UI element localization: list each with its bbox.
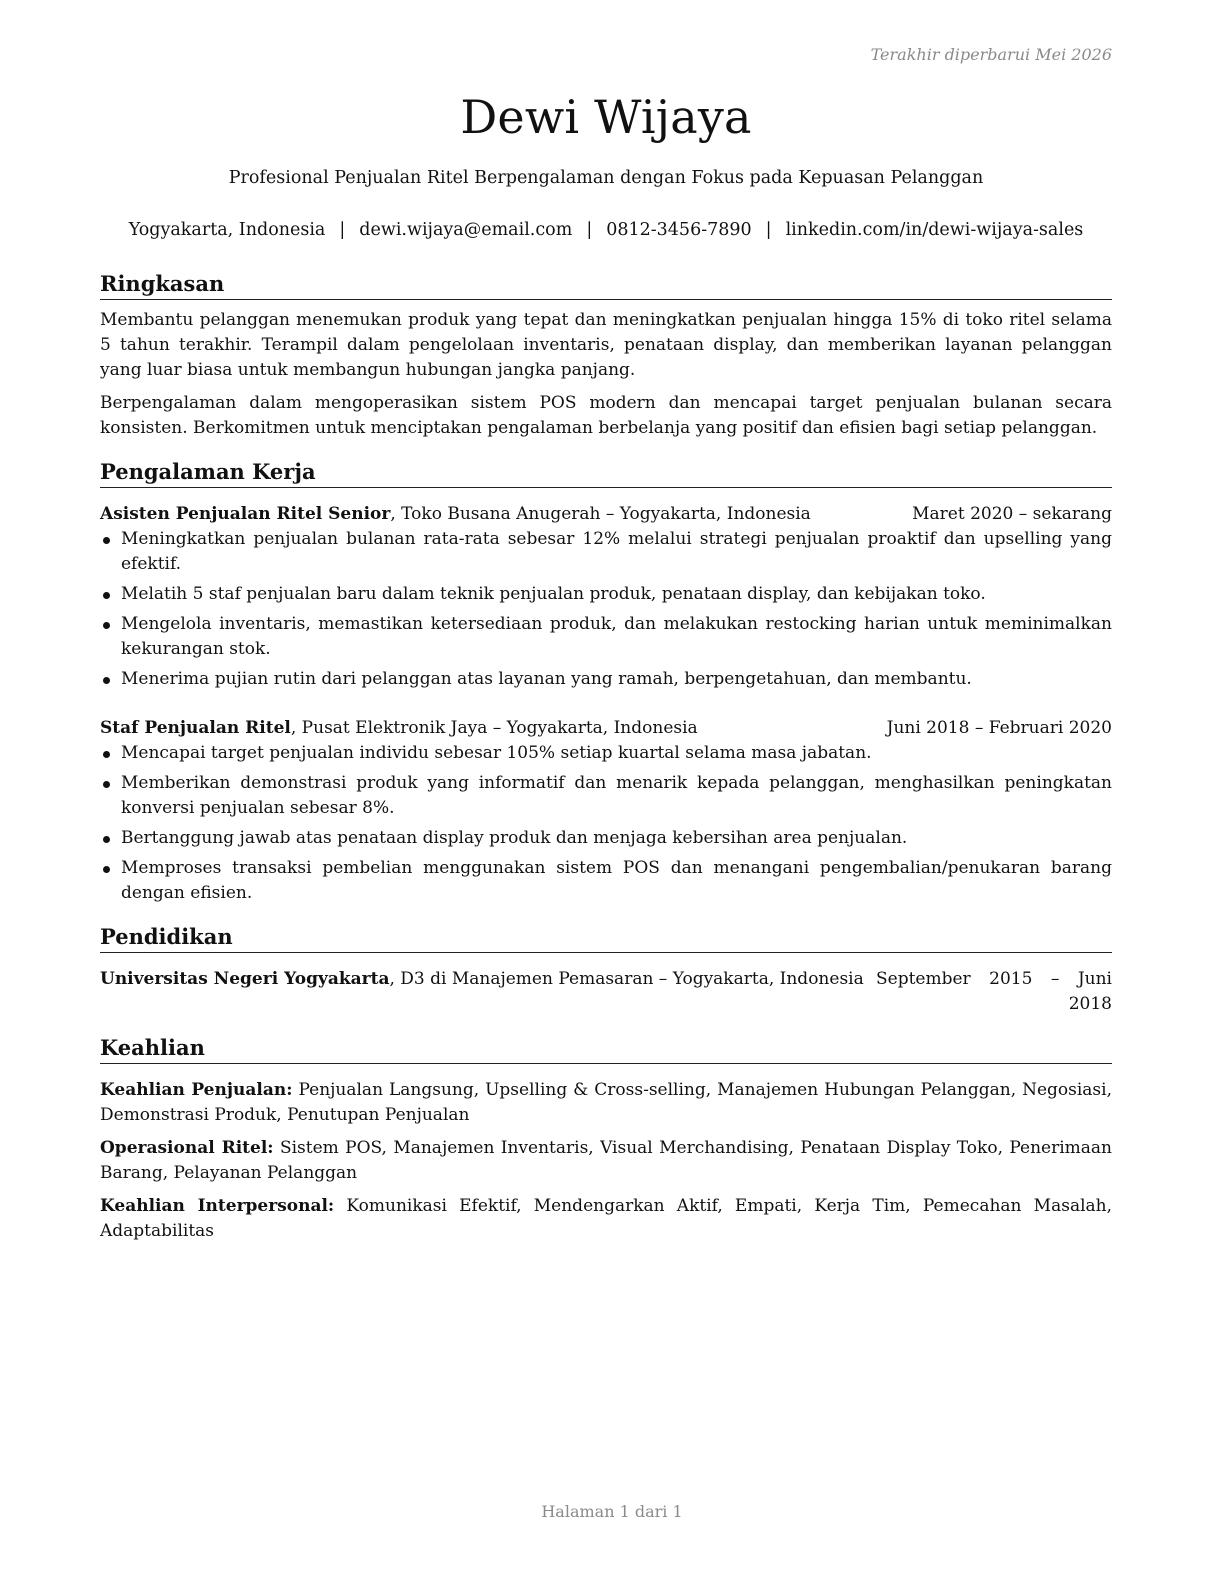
education-dates: September 2015 – Juni 2018 bbox=[876, 969, 1112, 1014]
bullet-item bbox=[100, 741, 1112, 766]
job-entry bbox=[100, 716, 1112, 906]
job-bullets bbox=[100, 741, 1112, 906]
candidate-name: Dewi Wijaya bbox=[460, 90, 752, 144]
contact-line bbox=[80, 220, 1132, 240]
bullet-dot-icon bbox=[103, 622, 110, 629]
contact-linkedin[interactable]: linkedin.com/in/dewi-wijaya-sales bbox=[785, 220, 1084, 240]
bullet-text: Bertanggung jawab atas penataan display produk dan menjaga kebersihan area penjualan. bbox=[121, 828, 908, 848]
section-title-summary: Ringkasan bbox=[100, 270, 1112, 300]
job-company: , Toko Busana Anugerah – Yogyakarta, Indonesia bbox=[390, 504, 811, 524]
contact-separator: | bbox=[339, 220, 346, 240]
education-detail: , D3 di Manajemen Pemasaran – Yogyakarta, Indonesia bbox=[389, 969, 864, 989]
bullet-text: Melatih 5 staf penjualan baru dalam teknik penjualan produk, penataan display, dan kebijakan toko. bbox=[121, 584, 986, 604]
education-entry bbox=[100, 967, 1112, 1017]
job-dates: Maret 2020 – sekarang bbox=[912, 504, 1112, 524]
skill-group-label: Keahlian Interpersonal: bbox=[100, 1196, 335, 1216]
education-section bbox=[100, 923, 1112, 1017]
bullet-dot-icon bbox=[103, 751, 110, 758]
bullet-item bbox=[100, 667, 1112, 692]
contact-separator: | bbox=[765, 220, 772, 240]
bullet-dot-icon bbox=[103, 781, 110, 788]
skill-group bbox=[100, 1194, 1112, 1244]
experience-section bbox=[100, 458, 1112, 906]
resume-content bbox=[100, 270, 1112, 1244]
skill-group bbox=[100, 1078, 1112, 1128]
bullet-item bbox=[100, 582, 1112, 607]
job-header bbox=[100, 502, 1112, 527]
summary-paragraph: Berpengalaman dalam mengoperasikan sistem POS modern dan mencapai target penjualan bulanan secara konsisten. Berkomitmen untuk menciptakan pengalaman berbelanja yang positif dan efisien bagi setiap pelanggan. bbox=[100, 393, 1112, 438]
skill-group bbox=[100, 1136, 1112, 1186]
bullet-text: Mencapai target penjualan individu sebesar 105% setiap kuartal selama masa jabatan. bbox=[121, 743, 872, 763]
job-entry bbox=[100, 502, 1112, 692]
bullet-item bbox=[100, 771, 1112, 821]
page-number-footer: Halaman 1 dari 1 bbox=[541, 1502, 683, 1521]
skill-group-label: Keahlian Penjualan: bbox=[100, 1080, 293, 1100]
bullet-text: Mengelola inventaris, memastikan ketersediaan produk, dan melakukan restocking harian untuk meminimalkan kekurangan stok. bbox=[121, 614, 1112, 659]
job-header bbox=[100, 716, 1112, 741]
bullet-text: Menerima pujian rutin dari pelanggan atas layanan yang ramah, berpengetahuan, dan membantu. bbox=[121, 669, 972, 689]
skill-group-label: Operasional Ritel: bbox=[100, 1138, 274, 1158]
job-role: Asisten Penjualan Ritel Senior bbox=[100, 504, 391, 524]
skills-section bbox=[100, 1034, 1112, 1244]
last-updated-note: Terakhir diperbarui Mei 2026 bbox=[870, 45, 1112, 64]
job-role: Staf Penjualan Ritel bbox=[100, 718, 291, 738]
job-dates: Juni 2018 – Februari 2020 bbox=[886, 718, 1112, 738]
bullet-item bbox=[100, 612, 1112, 662]
skill-group-items: Penjualan Langsung, Upselling & Cross-selling, Manajemen Hubungan Pelanggan, Negosiasi, Demonstrasi Produk, Penutupan Penjualan bbox=[100, 1080, 1112, 1125]
education-school: Universitas Negeri Yogyakarta bbox=[100, 969, 390, 989]
skill-group-items: Komunikasi Efektif, Mendengarkan Aktif, Empati, Kerja Tim, Pemecahan Masalah, Adaptabilitas bbox=[100, 1196, 1113, 1241]
contact-separator: | bbox=[586, 220, 593, 240]
skill-group-items: Sistem POS, Manajemen Inventaris, Visual Merchandising, Penataan Display Toko, Penerimaan Barang, Pelayanan Pelanggan bbox=[100, 1138, 1112, 1183]
bullet-dot-icon bbox=[103, 592, 110, 599]
bullet-text: Meningkatkan penjualan bulanan rata-rata sebesar 12% melalui strategi penjualan proaktif dan upselling yang efektif. bbox=[121, 529, 1112, 574]
bullet-text: Memberikan demonstrasi produk yang informatif dan menarik kepada pelanggan, menghasilkan peningkatan konversi penjualan sebesar 8%. bbox=[121, 773, 1112, 818]
section-title-experience: Pengalaman Kerja bbox=[100, 458, 1112, 488]
contact-email[interactable]: dewi.wijaya@email.com bbox=[359, 220, 573, 240]
contact-location: Yogyakarta, Indonesia bbox=[128, 220, 326, 240]
section-title-education: Pendidikan bbox=[100, 923, 1112, 953]
contact-phone: 0812-3456-7890 bbox=[606, 220, 752, 240]
bullet-dot-icon bbox=[103, 836, 110, 843]
bullet-item bbox=[100, 826, 1112, 851]
bullet-item bbox=[100, 856, 1112, 906]
candidate-tagline: Profesional Penjualan Ritel Berpengalaman dengan Fokus pada Kepuasan Pelanggan bbox=[228, 168, 984, 188]
bullet-dot-icon bbox=[103, 866, 110, 873]
bullet-dot-icon bbox=[103, 537, 110, 544]
summary-paragraph: Membantu pelanggan menemukan produk yang tepat dan meningkatkan penjualan hingga 15% di toko ritel selama 5 tahun terakhir. Terampil dalam pengelolaan inventaris, penataan display, dan memberikan layanan pelanggan yang luar biasa untuk membangun hubungan jangka panjang. bbox=[100, 310, 1112, 380]
job-company: , Pusat Elektronik Jaya – Yogyakarta, Indonesia bbox=[290, 718, 698, 738]
summary-section bbox=[100, 270, 1112, 441]
bullet-text: Memproses transaksi pembelian menggunakan sistem POS dan menangani pengembalian/penukaran barang dengan efisien. bbox=[121, 858, 1112, 903]
bullet-item bbox=[100, 527, 1112, 577]
job-bullets bbox=[100, 527, 1112, 692]
bullet-dot-icon bbox=[103, 677, 110, 684]
section-title-skills: Keahlian bbox=[100, 1034, 1112, 1064]
